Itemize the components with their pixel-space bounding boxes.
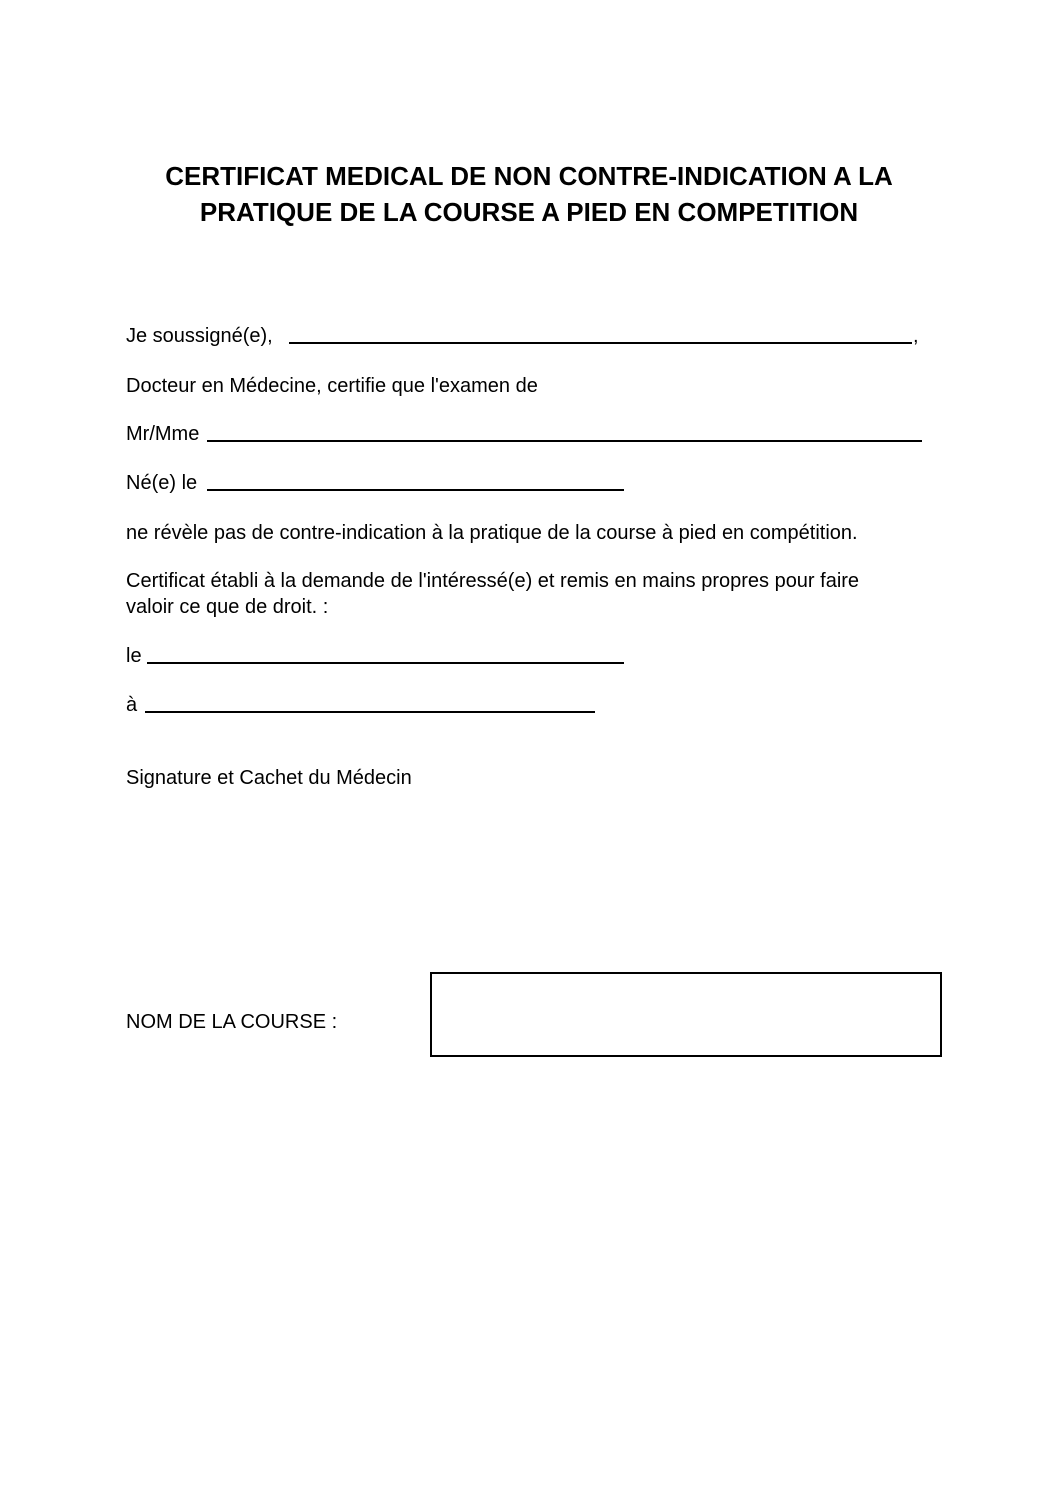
- a-label: à: [126, 694, 138, 716]
- docteur-text: Docteur en Médecine, certifie que l'examen de: [126, 375, 538, 397]
- ne-le-field-line[interactable]: [207, 489, 624, 491]
- mrmme-label: Mr/Mme: [126, 423, 200, 445]
- a-field-line[interactable]: [145, 711, 595, 713]
- ne-le-label: Né(e) le: [126, 472, 198, 494]
- course-name-box[interactable]: [430, 972, 942, 1057]
- le-label: le: [126, 645, 142, 667]
- revele-text: ne révèle pas de contre-indication à la pratique de la course à pied en compétition.: [126, 522, 858, 544]
- certificat-text-line-1: Certificat établi à la demande de l'intéressé(e) et remis en mains propres pour faire: [126, 570, 860, 592]
- soussigne-comma: ,: [913, 325, 919, 347]
- title-line-2: PRATIQUE DE LA COURSE A PIED EN COMPETITION: [199, 197, 859, 227]
- soussigne-label: Je soussigné(e),: [126, 325, 273, 347]
- mrmme-field-line[interactable]: [207, 440, 922, 442]
- title-line-1: CERTIFICAT MEDICAL DE NON CONTRE-INDICATION A LA: [165, 161, 893, 191]
- course-name-label: NOM DE LA COURSE :: [126, 1011, 338, 1033]
- soussigne-field-line[interactable]: [289, 342, 912, 344]
- document-title: [60, 158, 998, 230]
- le-field-line[interactable]: [147, 662, 624, 664]
- signature-label: Signature et Cachet du Médecin: [126, 767, 412, 789]
- certificat-text-line-2: valoir ce que de droit. :: [126, 596, 329, 618]
